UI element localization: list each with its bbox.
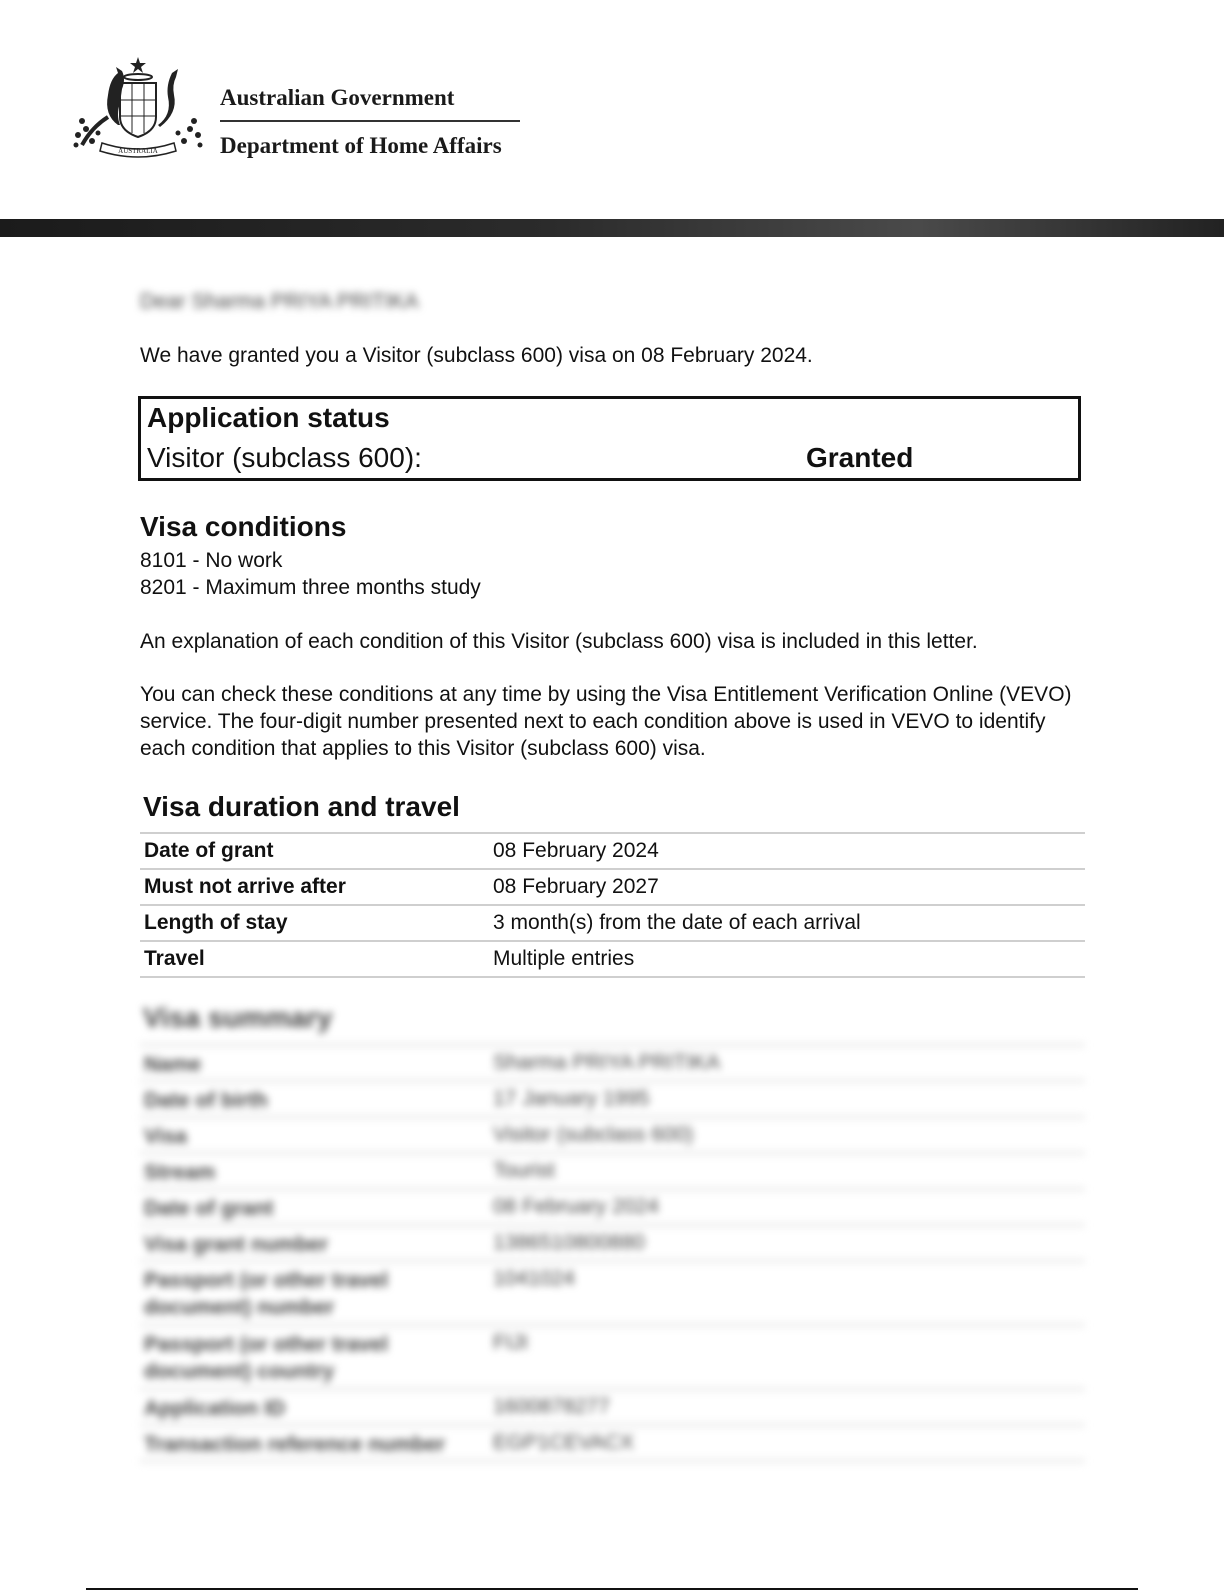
table-row [140,1390,1085,1426]
header-divider [220,120,520,122]
department-name: Department of Home Affairs [220,133,502,158]
row-label: Travel [144,947,205,970]
row-label: Stream [144,1161,216,1184]
table-row [140,1326,1085,1390]
row-value: Visitor (subclass 600) [493,1123,694,1146]
row-value: 1386510800880 [493,1231,645,1254]
table-row [140,1426,1085,1462]
row-label: Date of grant [144,1197,274,1220]
row-label: Passport (or other travel document) country [144,1333,388,1383]
row-value: 1600878277 [493,1395,610,1418]
application-status-title: Application status [147,402,390,433]
australian-coat-of-arms-icon [68,55,208,161]
row-value: Sharma PRIYA PRITIKA [493,1051,721,1074]
row-label: Date of birth [144,1089,268,1112]
application-status-label: Visitor (subclass 600): [147,442,422,473]
row-label: Length of stay [144,911,288,934]
row-value: Tourist [493,1159,555,1182]
row-label: Must not arrive after [144,875,346,898]
visa-conditions-list [140,547,481,601]
row-value: 08 February 2027 [493,875,659,898]
table-row [140,1262,1085,1326]
visa-duration-heading: Visa duration and travel [143,791,460,822]
row-label: Passport (or other travel document) number [144,1269,388,1319]
row-value: 17 January 1995 [493,1087,650,1110]
government-name: Australian Government [220,85,455,110]
application-status-box [138,396,1081,481]
row-label: Name [144,1053,202,1076]
visa-summary-heading: Visa summary [143,1002,333,1033]
header-bar [0,219,1224,237]
row-value: EGP1CEVACX [493,1431,634,1454]
footer-divider [86,1588,1138,1590]
condition-item: 8201 - Maximum three months study [140,576,481,599]
salutation: Dear Sharma PRIYA PRITIKA [140,290,419,313]
grant-intro: We have granted you a Visitor (subclass 600) visa on 08 February 2024. [140,344,813,367]
visa-duration-table [140,832,1085,978]
table-row [140,942,1085,978]
application-status-value: Granted [806,442,914,473]
visa-conditions-heading: Visa conditions [140,511,347,542]
table-row [140,834,1085,870]
crest-scroll-text: AUSTRALIA [118,147,158,155]
table-row [140,1118,1085,1154]
table-row [140,870,1085,906]
row-label: Transaction reference number [144,1433,446,1456]
row-value: Multiple entries [493,947,635,970]
table-row [140,1154,1085,1190]
table-row [140,1082,1085,1118]
row-label: Visa [144,1125,187,1148]
row-value: FIJI [493,1331,528,1354]
conditions-explanation: An explanation of each condition of this Visitor (subclass 600) visa is included in this letter. [140,630,978,653]
row-value: 08 February 2024 [493,1195,659,1218]
vevo-note: You can check these conditions at any time by using the Visa Entitlement Verification Online (VEVO) service. The four-digit number presented next to each condition above is used in VEVO to identify each condition that applies to this Visitor (subclass 600) visa. [140,683,1072,760]
row-value: 1041024 [493,1267,575,1290]
table-row [140,1190,1085,1226]
table-row [140,1046,1085,1082]
row-value: 3 month(s) from the date of each arrival [493,911,861,934]
visa-summary-table [140,1044,1085,1462]
row-label: Application ID [144,1397,286,1420]
condition-item: 8101 - No work [140,549,283,572]
row-label: Visa grant number [144,1233,328,1256]
table-row [140,1226,1085,1262]
row-label: Date of grant [144,839,274,862]
table-row [140,906,1085,942]
row-value: 08 February 2024 [493,839,659,862]
